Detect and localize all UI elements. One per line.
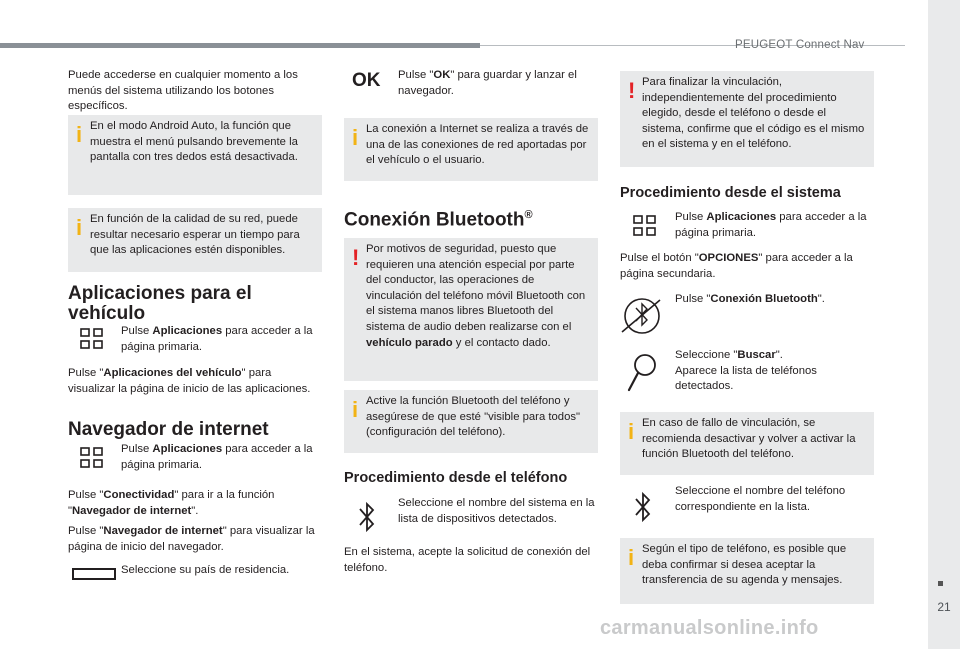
- browser-step-4: Seleccione su país de residencia.: [121, 564, 290, 576]
- info-icon: i: [628, 419, 635, 444]
- header-bar: [0, 43, 480, 48]
- page-number: 21: [937, 600, 951, 614]
- warning-icon: !: [628, 78, 636, 103]
- ok-button-icon: OK: [352, 70, 381, 91]
- page-marker: [938, 581, 943, 586]
- apps-grid-icon: [633, 215, 657, 237]
- note-activate-text: Active la función Bluetooth del teléfono y asegúrese de que esté "visible para todos" (configuración del teléfono).: [366, 395, 581, 439]
- heading-phone-procedure: Procedimiento desde el teléfono: [344, 470, 568, 486]
- warning-safety-text: Por motivos de seguridad, puesto que requieren una atención especial por parte del conductor, las operaciones de vinculación del teléfono móvil Bluetooth con el sistema manos libres Bluetooth del sistema de audio deben realizarse con el vehículo parado y el contacto dado.: [366, 243, 586, 349]
- page-edge-strip: [928, 0, 960, 649]
- search-icon: [626, 352, 658, 394]
- browser-step-3: Pulse "Navegador de internet" para visualizar la página de inicio del navegador.: [68, 525, 315, 553]
- note-android-auto: [68, 115, 322, 195]
- system-step-4: Seleccione "Buscar". Aparece la lista de teléfonos detectados.: [675, 349, 817, 393]
- browser-step-2: Pulse "Conectividad" para ir a la función "Navegador de internet".: [68, 489, 275, 517]
- header-title: PEUGEOT Connect Nav: [735, 39, 865, 51]
- apps-step-1: Pulse Aplicaciones para acceder a la página primaria.: [121, 325, 313, 353]
- watermark: carmanualsonline.info: [600, 617, 819, 639]
- info-icon: i: [352, 397, 359, 422]
- system-step-2: Pulse el botón "OPCIONES" para acceder a la página secundaria.: [620, 252, 853, 280]
- browser-step-1: Pulse Aplicaciones para acceder a la página primaria.: [121, 443, 313, 471]
- note-pairing-failure: [620, 412, 874, 475]
- info-icon: i: [628, 545, 635, 570]
- info-icon: i: [76, 215, 83, 240]
- note-phone-type: [620, 538, 874, 604]
- heading-system-procedure: Procedimiento desde el sistema: [620, 185, 841, 201]
- warning-icon: !: [352, 245, 360, 270]
- note-activate-bluetooth: [344, 390, 598, 453]
- note-network: [68, 208, 322, 272]
- apps-grid-icon: [80, 447, 104, 469]
- heading-bluetooth: Conexión Bluetooth®: [344, 209, 533, 231]
- note-pairing-failure-text: En caso de fallo de vinculación, se recomienda desactivar y volver a activar la función Bluetooth del teléfono.: [642, 417, 856, 461]
- note-internet-text: La conexión a Internet se realiza a través de una de las conexiones de red aportadas por el vehículo o el usuario.: [366, 123, 589, 167]
- intro-text: Puede accederse en cualquier momento a los menús del sistema utilizando los botones específicos.: [68, 69, 298, 113]
- info-icon: i: [352, 125, 359, 150]
- warning-finish-text: Para finalizar la vinculación, independientemente del procedimiento elegido, desde el teléfono o desde el sistema, confirme que el código es el mismo en el sistema y en el teléfono.: [642, 76, 865, 151]
- note-internet: [344, 118, 598, 181]
- heading-vehicle-apps: Aplicaciones para el vehículo: [68, 283, 252, 324]
- note-network-text: En función de la calidad de su red, puede resultar necesario esperar un tiempo para que las aplicaciones estén disponibles.: [90, 213, 300, 257]
- apps-grid-icon: [80, 328, 104, 350]
- text-field-icon: [72, 567, 116, 581]
- warning-safety: [344, 238, 598, 381]
- note-android-text: En el modo Android Auto, la función que muestra el menú pulsando brevemente la pantalla con tres dedos está desactivada.: [90, 120, 298, 164]
- bluetooth-icon: [634, 490, 652, 524]
- note-phone-type-text: Según el tipo de teléfono, es posible que deba confirmar si desea aceptar la transferencia de su agenda y mensajes.: [642, 543, 847, 587]
- heading-browser: Navegador de internet: [68, 419, 269, 440]
- warning-finish-pairing: [620, 71, 874, 167]
- system-step-1: Pulse Aplicaciones para acceder a la página primaria.: [675, 211, 867, 239]
- phone-step-2: En el sistema, acepte la solicitud de conexión del teléfono.: [344, 546, 591, 574]
- system-step-5: Seleccione el nombre del teléfono correspondiente en la lista.: [675, 485, 846, 513]
- phone-step-1: Seleccione el nombre del sistema en la lista de dispositivos detectados.: [398, 497, 595, 525]
- ok-step: Pulse "OK" para guardar y lanzar el navegador.: [398, 69, 577, 97]
- bluetooth-connection-icon: [620, 296, 664, 336]
- system-step-3: Pulse "Conexión Bluetooth".: [675, 293, 825, 305]
- apps-step-2: Pulse "Aplicaciones del vehículo" para visualizar la página de inicio de las aplicaciones.: [68, 367, 311, 395]
- bluetooth-icon: [358, 500, 376, 534]
- info-icon: i: [76, 122, 83, 147]
